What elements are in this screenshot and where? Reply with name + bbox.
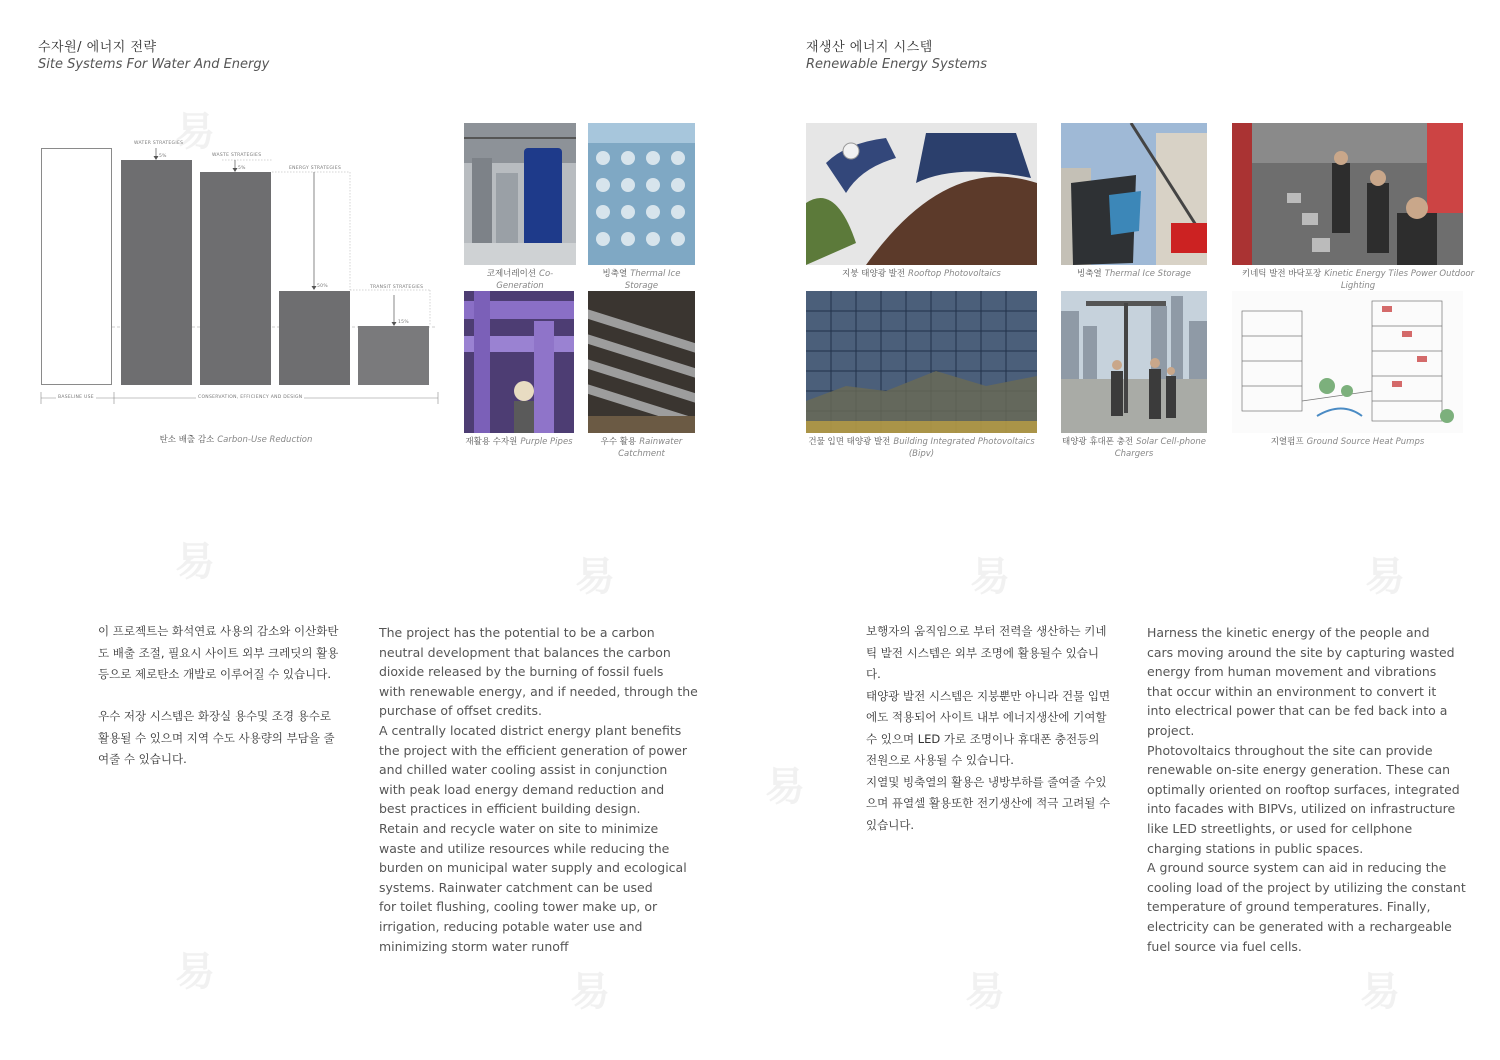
right-title-ko: 재생산 에너지 시스템 [806, 40, 933, 55]
carbon-reduction-chart [36, 130, 446, 450]
purple-pipes-image [464, 291, 574, 433]
chart-caption-ko: 탄소 배출 감소 [159, 435, 215, 445]
water-label: WATER STRATEGIES [134, 141, 184, 146]
watermark-glyph: 易 [765, 764, 805, 810]
waste-pct: 5% [238, 166, 246, 171]
watermark-glyph: 易 [175, 109, 215, 155]
watermark-glyph: 易 [1360, 969, 1400, 1015]
caption-rainwater-en: Rainwater Catchment [618, 437, 683, 459]
photo-solar-chargers [1061, 291, 1207, 433]
watermark-glyph: 易 [175, 949, 215, 995]
caption-purple-pipes-ko: 재활용 수자원 [465, 437, 518, 447]
photo-ground-heat-pumps [1232, 291, 1463, 433]
caption-thermal-ice-ko: 빙축열 [602, 269, 628, 279]
caption-cogeneration-en: Co-Generation [496, 269, 554, 291]
watermark-glyph: 易 [965, 969, 1005, 1015]
caption-ground-heat-pumps-ko: 지열펌프 [1270, 437, 1304, 447]
cogeneration-image [464, 123, 576, 265]
caption-rainwater [588, 436, 695, 460]
caption-thermal-ice-2-ko: 빙축열 [1077, 269, 1102, 279]
caption-rooftop-pv-ko: 지붕 태양광 발전 [842, 269, 906, 279]
water-pct: 5% [159, 154, 167, 159]
chart-caption [136, 434, 336, 446]
thermal-ice-2-image [1061, 123, 1207, 265]
waste-label: WASTE STRATEGIES [212, 153, 262, 158]
caption-rooftop-pv [806, 268, 1037, 280]
transit-bar [358, 326, 429, 385]
photo-cogeneration [464, 123, 576, 265]
watermark-glyph: 易 [175, 539, 215, 585]
caption-bipv [806, 436, 1037, 460]
transit-pct: 15% [398, 320, 409, 325]
caption-ground-heat-pumps [1232, 436, 1463, 448]
caption-thermal-ice [588, 268, 695, 292]
photo-bipv [806, 291, 1037, 433]
thermal-ice-image [588, 123, 695, 265]
photo-thermal-ice-2 [1061, 123, 1207, 265]
waste-bar [200, 172, 271, 385]
ground-heat-pumps-image [1232, 291, 1463, 433]
chart-caption-en: Carbon-Use Reduction [217, 435, 313, 445]
baseline-bar [41, 148, 112, 385]
caption-cogeneration [464, 268, 576, 292]
right-body-ko: 보행자의 움직임으로 부터 전력을 생산하는 키네 틱 발전 시스템은 외부 조명에 활용될수 있습니 다. 태양광 발전 시스템은 지붕뿐만 아니라 건물 입면 에도 적용되어 사이트 내부 에너지생산에 기여할 수 있으며 LED 가로 조명이나 휴대폰 충전등의 전원으로 사용될 수 있습니다. 지열및 빙축열의 활용은 냉방부하를 줄여줄 수있 으며 퓨열셀 활용또한 전기생산에 적극 고려될 수 있습니다. [866, 624, 1111, 832]
bipv-image [806, 291, 1037, 433]
photo-purple-pipes [464, 291, 574, 433]
photo-thermal-ice [588, 123, 695, 265]
baseline-axis-label: BASELINE USE [58, 395, 94, 400]
photo-rooftop-pv [806, 123, 1037, 265]
caption-bipv-ko: 건물 입면 태양광 발전 [808, 437, 891, 447]
energy-pct: 50% [317, 284, 328, 289]
caption-rainwater-ko: 우수 활용 [600, 437, 637, 447]
watermark-glyph: 易 [575, 554, 615, 600]
rooftop-pv-image [806, 123, 1037, 265]
left-body-en: The project has the potential to be a carbon neutral development that balances the carbon dioxide released by the burning of fossil fuels with renewable energy, and if needed, through the purchase of offset credits. A centrally located district energy plant benefits the project with the efficient generation of power and chilled water cooling assist in conjunction with peak load energy demand reduction and best practices in efficient building design. Retain and recycle water on site to minimize waste and utilize resources while reducing the burden on municipal water supply and ecological systems. Rainwater catchment can be used for toilet flushing, cooling tower make up, or irrigation, reducing potable water use and minimizing storm water runoff [379, 625, 698, 954]
caption-kinetic-tiles-ko: 키네틱 발전 바닥포장 [1241, 269, 1322, 279]
right-title-en: Renewable Energy Systems [806, 57, 987, 72]
solar-chargers-image [1061, 291, 1207, 433]
caption-purple-pipes [464, 436, 574, 448]
transit-label: TRANSIT STRATEGIES [370, 285, 424, 290]
conservation-axis-label: CONSERVATION, EFFICIENCY AND DESIGN [198, 395, 303, 400]
energy-bar [279, 291, 350, 385]
left-body-ko-2: 우수 저장 시스템은 화장실 용수및 조경 용수로 활용될 수 있으며 지역 수도 사용량의 부담을 줄 여줄 수 있습니다. [98, 709, 335, 766]
watermark-glyph: 易 [970, 554, 1010, 600]
caption-cogeneration-ko: 코제너레이션 [486, 269, 537, 279]
photo-rainwater [588, 291, 695, 433]
kinetic-tiles-image [1232, 123, 1463, 265]
caption-purple-pipes-en: Purple Pipes [520, 437, 573, 447]
caption-solar-chargers-ko: 태양광 휴대폰 충전 [1061, 437, 1134, 447]
watermark-glyph: 易 [570, 969, 610, 1015]
caption-ground-heat-pumps-en: Ground Source Heat Pumps [1306, 437, 1425, 447]
watermark-glyph: 易 [1365, 554, 1405, 600]
caption-thermal-ice-2 [1061, 268, 1207, 280]
photo-kinetic-tiles [1232, 123, 1463, 265]
caption-thermal-ice-en: Thermal Ice Storage [624, 269, 681, 291]
caption-kinetic-tiles [1232, 268, 1484, 292]
caption-rooftop-pv-en: Rooftop Photovoltaics [908, 269, 1001, 279]
left-body-ko-1: 이 프로젝트는 화석연료 사용의 감소와 이산화탄 도 배출 조절, 필요시 사이트 외부 크레딧의 활용 등으로 제로탄소 개발로 이루어질 수 있습니다. [98, 624, 339, 681]
rainwater-image [588, 291, 695, 433]
caption-solar-chargers [1061, 436, 1207, 460]
left-title-en: Site Systems For Water And Energy [38, 57, 270, 72]
caption-solar-chargers-en: Solar Cell-phone Chargers [1114, 437, 1206, 459]
water-bar [121, 160, 192, 385]
energy-label: ENERGY STRATEGIES [289, 166, 342, 171]
right-body-en: Harness the kinetic energy of the people and cars moving around the site by capturing wasted energy from human movement and vibrations that occur within an environment to convert it into electrical power that can be fed back into a project. Photovoltaics throughout the site can provide renewable on-site energy generation. These can optimally oriented on rooftop surfaces, integrated into facades with BIPVs, utilized on infrastructure like LED streetlights, or used for cellphone charging stations in public spaces. A ground source system can aid in reducing the cooling load of the project by utilizing the constant temperature of ground temperatures. Finally, electricity can be generated with a rechargeable fuel source via fuel cells. [1147, 625, 1466, 954]
caption-bipv-en: Building Integrated Photovoltaics (Bipv) [893, 437, 1035, 459]
left-title-ko: 수자원/ 에너지 전략 [38, 40, 157, 55]
caption-thermal-ice-2-en: Thermal Ice Storage [1104, 269, 1191, 279]
caption-kinetic-tiles-en: Kinetic Energy Tiles Power Outdoor Lighting [1324, 269, 1475, 291]
